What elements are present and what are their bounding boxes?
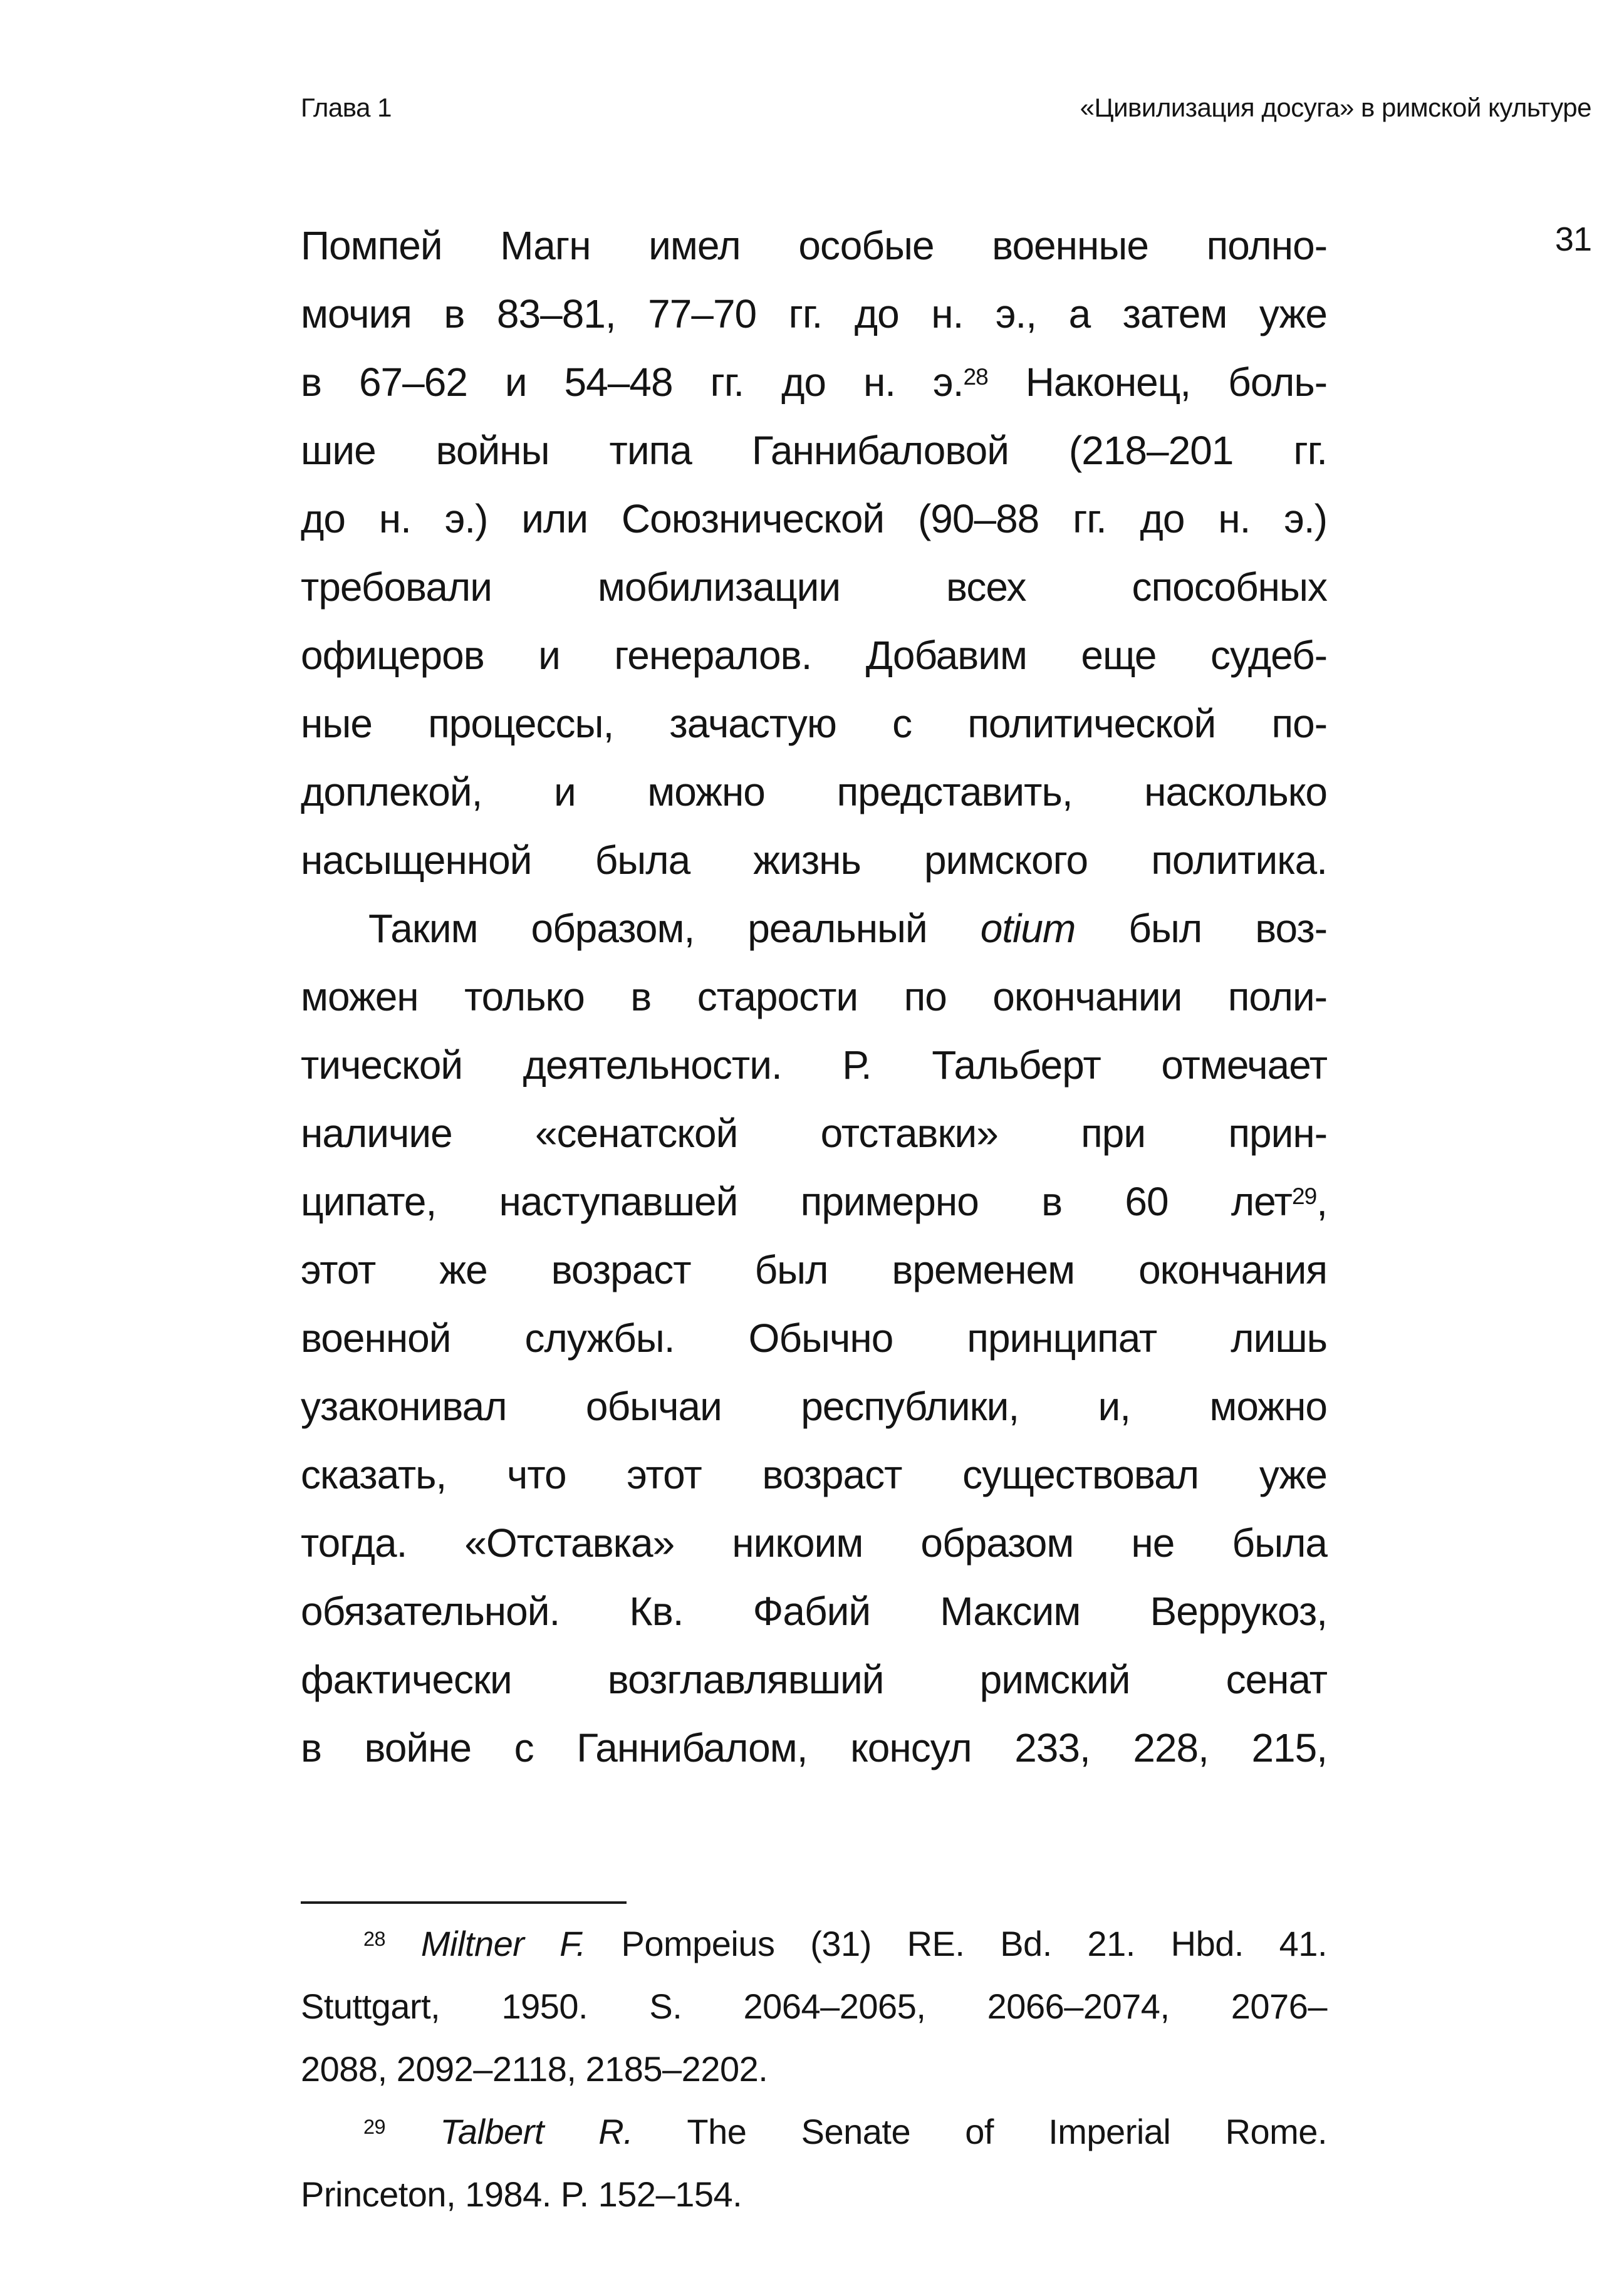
- text-line: узаконивал обычаи республики, и, можно: [301, 1384, 1327, 1429]
- footnote-marker: 28: [963, 363, 988, 390]
- text-line: ципате, наступавшей примерно в 60 лет$^{29}$,: [301, 1179, 1327, 1224]
- header-title: «Цивилизация досуга» в римской культуре: [1080, 93, 1591, 122]
- text-line: доплекой, и можно представить, насколько: [301, 769, 1327, 814]
- running-header: [301, 91, 1591, 124]
- text-line: до н. э.) или Союзнической (90–88 гг. до н. э.): [301, 496, 1327, 541]
- text-line: этот же возраст был временем окончания: [301, 1247, 1327, 1292]
- text-line: фактически возглавлявший римский сенат: [301, 1657, 1327, 1702]
- text-line: 2088, 2092–2118, 2185–2202.: [301, 2049, 768, 2089]
- text-line: ные процессы, зачастую с политической по-: [301, 701, 1327, 746]
- text-line: обязательной. Кв. Фабий Максим Веррукоз,: [301, 1589, 1327, 1634]
- text-line: шие войны типа Ганнибаловой (218–201 гг.: [301, 428, 1327, 473]
- text-line: мочия в 83–81, 77–70 гг. до н. э., а затем уже: [301, 291, 1327, 336]
- text-line: Помпей Магн имел особые военные полно-: [301, 223, 1327, 268]
- text-line: офицеров и генералов. Добавим еще судеб-: [301, 633, 1327, 678]
- text-line: сказать, что этот возраст существовал уже: [301, 1452, 1327, 1497]
- text-block: [301, 212, 1327, 2226]
- footnote-marker: 29: [363, 2116, 386, 2139]
- text-line: наличие «сенатской отставки» при прин-: [301, 1111, 1327, 1156]
- text-line: военной службы. Обычно принципат лишь: [301, 1316, 1327, 1361]
- text-line: Princeton, 1984. P. 152–154.: [301, 2174, 742, 2214]
- text-line: $^{28}$ Miltner F. Pompeius (31) RE. Bd. 21. Hbd. 41.: [363, 1924, 1328, 1963]
- footnotes: [301, 1913, 1327, 2226]
- text-line: в 67–62 и 54–48 гг. до н. э.$^{28}$ Наконец, боль-: [301, 360, 1328, 405]
- footnote-marker: 29: [1291, 1183, 1317, 1210]
- text-line: Stuttgart, 1950. S. 2064–2065, 2066–2074, 2076–: [301, 1987, 1327, 2026]
- body-text: [301, 212, 1327, 1782]
- text-line: в войне с Ганнибалом, консул 233, 228, 215,: [301, 1725, 1327, 1770]
- text-line: насыщенной была жизнь римского политика.: [301, 838, 1327, 883]
- text-line: Таким образом, реальный otium был воз-: [368, 906, 1327, 951]
- text-line: $^{29}$ Talbert R. The Senate of Imperial Rome.: [363, 2112, 1328, 2151]
- text-line: тической деятельности. Р. Тальберт отмечает: [301, 1042, 1327, 1088]
- footnote-marker: 28: [363, 1928, 386, 1951]
- footnote-separator: [301, 1901, 627, 1904]
- text-line: можен только в старости по окончании поли-: [301, 974, 1327, 1019]
- page-number: 31: [1554, 221, 1591, 258]
- chapter-label: Глава 1: [301, 93, 392, 122]
- text-line: требовали мобилизации всех способных: [301, 564, 1327, 610]
- text-line: тогда. «Отставка» никоим образом не была: [301, 1520, 1327, 1566]
